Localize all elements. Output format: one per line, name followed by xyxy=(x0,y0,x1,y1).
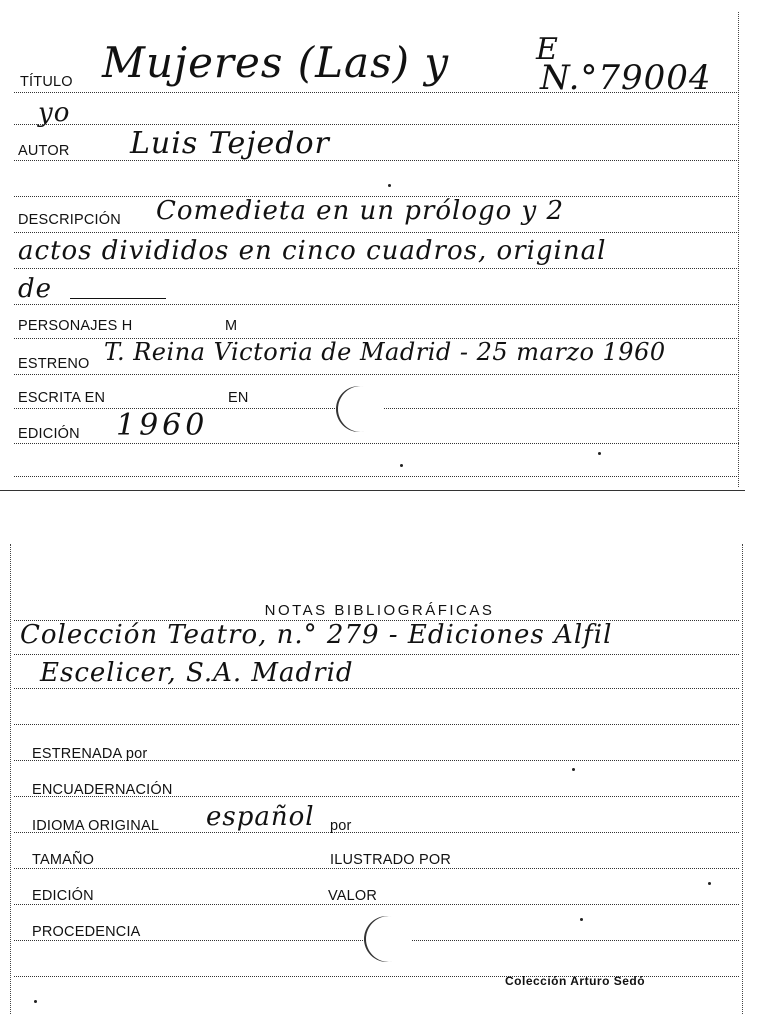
punch-hole xyxy=(366,916,412,962)
edition-label: EDICIÓN xyxy=(18,426,80,442)
description-label: DESCRIPCIÓN xyxy=(18,212,121,228)
handwritten-title-continuation: yo xyxy=(38,98,71,128)
rule-line xyxy=(14,124,739,125)
rule-line xyxy=(14,724,739,725)
handwritten-catalog-number: N.°79004 xyxy=(540,58,712,98)
handwritten-edition-year: 1960 xyxy=(116,408,209,443)
title-label: TÍTULO xyxy=(20,74,73,90)
rule-line xyxy=(14,160,739,161)
ink-speck xyxy=(388,184,391,187)
provenance-label: PROCEDENCIA xyxy=(32,924,141,940)
characters-label: PERSONAJES H xyxy=(18,318,133,334)
original-language-label: IDIOMA ORIGINAL xyxy=(32,818,160,834)
handwritten-author: Luis Tejedor xyxy=(130,126,330,161)
binding-label: ENCUADERNACIÓN xyxy=(32,782,173,798)
premiered-by-label: ESTRENADA por xyxy=(32,746,148,762)
handwritten-premiere: T. Reina Victoria de Madrid - 25 marzo 1960 xyxy=(104,338,666,366)
ink-speck xyxy=(598,452,601,455)
rule-line xyxy=(14,688,739,689)
rule-line xyxy=(14,904,739,905)
rule-line xyxy=(14,268,739,269)
ink-speck xyxy=(34,1000,37,1003)
rule-line xyxy=(14,443,739,444)
edition-label-back: EDICIÓN xyxy=(32,888,94,904)
handwritten-language: español xyxy=(206,802,315,832)
rule-line xyxy=(14,654,739,655)
handwritten-catalog-letter: E xyxy=(536,32,559,67)
card-right-edge xyxy=(738,12,739,487)
handwritten-notes-line-1: Colección Teatro, n.° 279 - Ediciones Alfil xyxy=(20,620,613,650)
ink-speck xyxy=(400,464,403,467)
rule-line xyxy=(14,304,739,305)
rule-line xyxy=(14,476,739,477)
author-label: AUTOR xyxy=(18,143,70,159)
translator-by-label: por xyxy=(330,818,352,834)
collection-stamp: Colección Arturo Sedó xyxy=(505,974,646,988)
written-in-label: ESCRITA EN xyxy=(18,390,106,406)
handwritten-description-line-1: Comedieta en un prólogo y 2 xyxy=(156,196,565,226)
handwritten-notes-line-2: Escelicer, S.A. Madrid xyxy=(40,658,354,688)
rule-line xyxy=(14,232,739,233)
handwritten-description-line-3: de xyxy=(18,274,53,304)
size-label: TAMAÑO xyxy=(32,852,95,868)
catalog-card-front xyxy=(0,0,759,500)
catalog-card-back xyxy=(0,538,759,1028)
punch-hole xyxy=(338,386,384,432)
ink-speck xyxy=(572,768,575,771)
value-label: VALOR xyxy=(328,888,378,904)
illustrated-by-label: ILUSTRADO POR xyxy=(330,852,452,868)
card-bottom-edge xyxy=(0,490,745,491)
characters-women-label: M xyxy=(225,318,238,334)
handwritten-description-line-2: actos divididos en cinco cuadros, original xyxy=(18,236,607,266)
handwritten-underline xyxy=(70,298,166,299)
ink-speck xyxy=(580,918,583,921)
handwritten-title: Mujeres (Las) y xyxy=(102,38,450,87)
rule-line xyxy=(14,374,739,375)
written-en-label: EN xyxy=(228,390,249,406)
rule-line xyxy=(14,868,739,869)
ink-speck xyxy=(708,882,711,885)
notes-heading: NOTAS BIBLIOGRÁFICAS xyxy=(264,602,495,619)
premiere-label: ESTRENO xyxy=(18,356,90,372)
